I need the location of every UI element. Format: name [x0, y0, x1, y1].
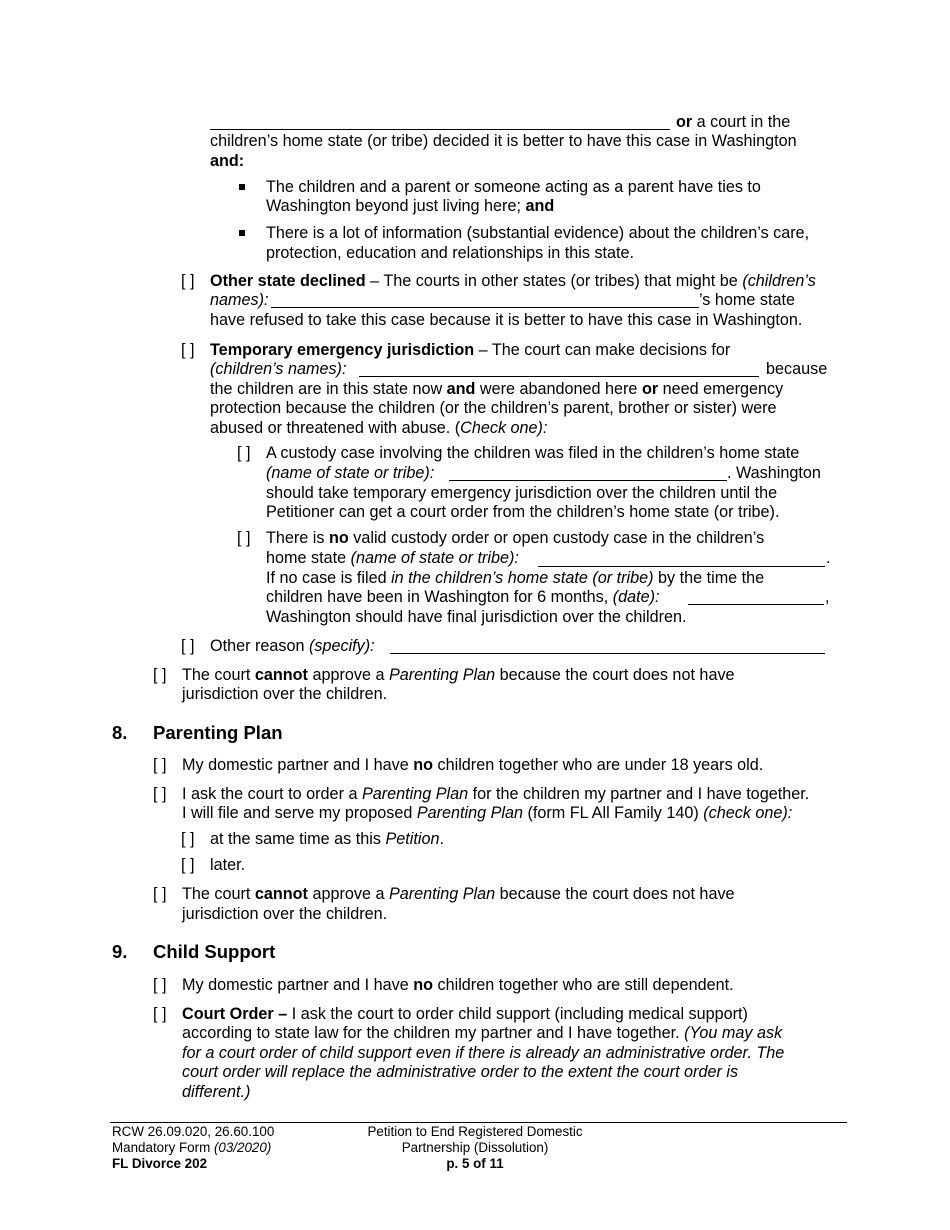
- temp-emergency-checkbox[interactable]: [ ]: [181, 341, 195, 359]
- footer-title2: Partnership (Dissolution): [401, 1140, 549, 1155]
- section-8-title: Parenting Plan: [153, 722, 283, 743]
- bullet1-line1: The children and a parent or someone acting as a parent have ties to: [266, 178, 761, 196]
- s9-opt2-line2: according to state law for the children my partner and I have together. (You may ask: [182, 1024, 783, 1042]
- intro-and: and:: [210, 152, 245, 170]
- cannot-approve-checkbox[interactable]: [ ]: [153, 666, 167, 684]
- no-dependent-children-checkbox[interactable]: [ ]: [153, 976, 167, 994]
- footer-divider: [110, 1122, 847, 1123]
- footer-page: p. 5 of 11: [446, 1156, 504, 1171]
- opt2-line2-end: .: [826, 549, 831, 567]
- court-name-blank[interactable]: [210, 129, 670, 130]
- s8-opt2-line1: I ask the court to order a Parenting Plan for the children my partner and I have together.: [182, 785, 810, 803]
- footer-form-id: FL Divorce 202: [112, 1156, 208, 1171]
- s9-opt2-line1: Court Order – I ask the court to order child support (including medical support): [182, 1005, 748, 1023]
- bullet-icon: [239, 230, 245, 236]
- cannot-line1: The court cannot approve a Parenting Plan because the court does not have: [182, 666, 735, 684]
- temp-emergency-line5: abused or threatened with abuse. (Check one):: [210, 419, 548, 437]
- opt1-line2-label: (name of state or tribe):: [266, 464, 435, 482]
- s9-opt2-line3: for a court order of child support even if there is already an administrative order. The: [182, 1044, 785, 1062]
- s8-sub1: at the same time as this Petition.: [210, 830, 444, 848]
- opt2-line2: home state (name of state or tribe):: [266, 549, 519, 567]
- opt1-line2-end: . Washington: [727, 464, 821, 482]
- home-state-text: ’s home state: [699, 291, 795, 309]
- section-8-number: 8.: [112, 722, 128, 743]
- temp-children-names-blank[interactable]: [359, 376, 759, 377]
- s8-opt1: My domestic partner and I have no children together who are under 18 years old.: [182, 756, 764, 774]
- custody-case-filed-checkbox[interactable]: [ ]: [237, 444, 251, 462]
- s8-sub2: later.: [210, 856, 246, 874]
- opt2-line3: If no case is filed in the children’s home state (or tribe) by the time the: [266, 569, 765, 587]
- temp-emergency-line2: (children’s names):: [210, 360, 347, 378]
- temp-emergency-line4: protection because the children (or the children’s parent, brother or sister) were: [210, 399, 777, 417]
- section-9-number: 9.: [112, 941, 128, 962]
- later-checkbox[interactable]: [ ]: [181, 856, 195, 874]
- other-state-line1: Other state declined – The courts in other states (or tribes) that might be (children’s: [210, 272, 816, 290]
- because-text: because: [766, 360, 828, 378]
- intro-line1-end: or a court in the: [676, 113, 791, 131]
- opt1-line1: A custody case involving the children was filed in the children’s home state: [266, 444, 800, 462]
- no-children-under-18-checkbox[interactable]: [ ]: [153, 756, 167, 774]
- other-state-line3: have refused to take this case because it is better to have this case in Washington.: [210, 311, 803, 329]
- section-9-title: Child Support: [153, 941, 276, 962]
- footer-rcw: RCW 26.09.020, 26.60.100: [112, 1124, 275, 1139]
- children-names-blank[interactable]: [271, 307, 699, 308]
- opt2-line1: There is no valid custody order or open custody case in the children’s: [266, 529, 765, 547]
- other-reason-label: Other reason (specify):: [210, 637, 375, 655]
- date-blank[interactable]: [688, 604, 824, 605]
- no-custody-order-checkbox[interactable]: [ ]: [237, 529, 251, 547]
- other-reason-blank[interactable]: [390, 653, 825, 654]
- cannot-line2: jurisdiction over the children.: [182, 685, 388, 703]
- s9-opt2-line5: different.): [182, 1083, 251, 1101]
- bullet1-line2: Washington beyond just living here; and: [266, 197, 555, 215]
- home-state-name-blank[interactable]: [538, 566, 825, 567]
- bullet2-line2: protection, education and relationships in this state.: [266, 244, 635, 262]
- other-reason-checkbox[interactable]: [ ]: [181, 637, 195, 655]
- opt2-line5: Washington should have final jurisdiction over the children.: [266, 608, 687, 626]
- opt2-line4-end: ,: [825, 588, 830, 606]
- intro-line2: children’s home state (or tribe) decided it is better to have this case in Washington: [210, 132, 797, 150]
- s8-cannot-approve-checkbox[interactable]: [ ]: [153, 885, 167, 903]
- opt2-line4: children have been in Washington for 6 months, (date):: [266, 588, 660, 606]
- s8-opt2-line2: I will file and serve my proposed Parenting Plan (form FL All Family 140) (check one):: [182, 804, 793, 822]
- other-state-line2: names):: [210, 291, 269, 309]
- s8-cannot-line1: The court cannot approve a Parenting Plan because the court does not have: [182, 885, 735, 903]
- s9-opt1: My domestic partner and I have no children together who are still dependent.: [182, 976, 734, 994]
- opt1-line4: Petitioner can get a court order from the children’s home state (or tribe).: [266, 503, 780, 521]
- same-time-checkbox[interactable]: [ ]: [181, 830, 195, 848]
- other-state-declined-checkbox[interactable]: [ ]: [181, 272, 195, 290]
- s8-cannot-line2: jurisdiction over the children.: [182, 905, 388, 923]
- temp-emergency-line3: the children are in this state now and were abandoned here or need emergency: [210, 380, 784, 398]
- bullet2-line1: There is a lot of information (substantial evidence) about the children’s care,: [266, 224, 810, 242]
- footer-mandatory: Mandatory Form (03/2020): [112, 1140, 272, 1155]
- temp-emergency-line1: Temporary emergency jurisdiction – The court can make decisions for: [210, 341, 731, 359]
- bullet-icon: [239, 184, 245, 190]
- opt1-line3: should take temporary emergency jurisdiction over the children until the: [266, 484, 778, 502]
- state-or-tribe-blank[interactable]: [449, 480, 727, 481]
- order-parenting-plan-checkbox[interactable]: [ ]: [153, 785, 167, 803]
- footer-title1: Petition to End Registered Domestic: [367, 1124, 583, 1139]
- s9-opt2-line4: court order will replace the administrative order to the extent the court order is: [182, 1063, 739, 1081]
- court-order-support-checkbox[interactable]: [ ]: [153, 1005, 167, 1023]
